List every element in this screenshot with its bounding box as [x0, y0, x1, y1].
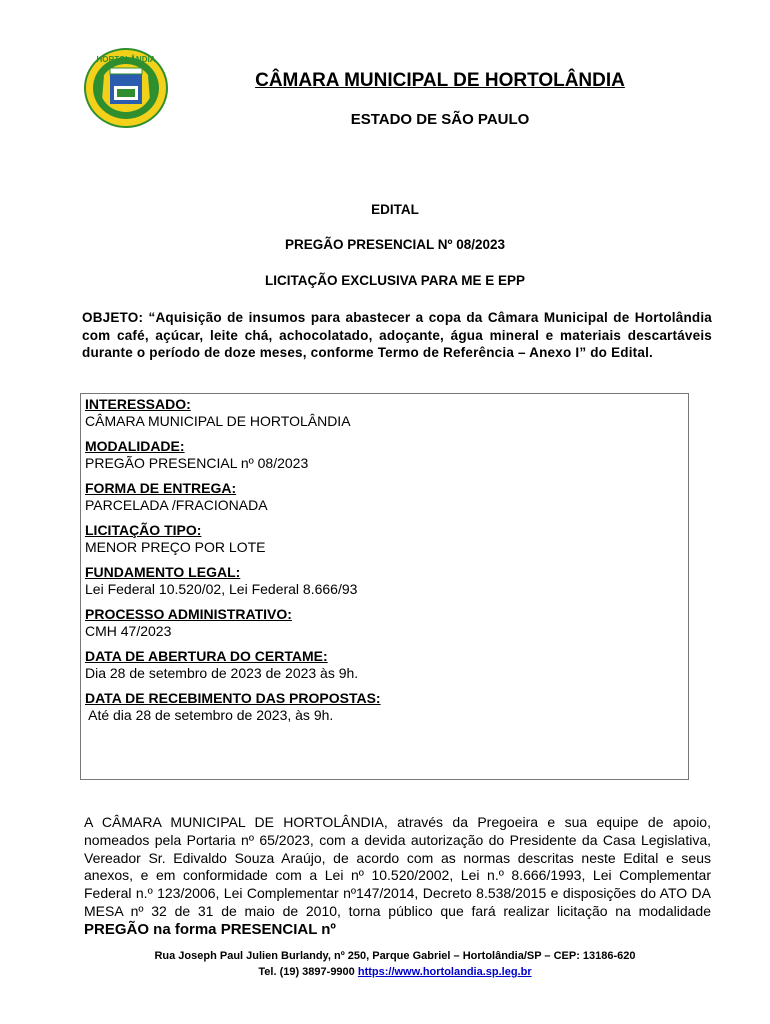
intro-text: A CÂMARA MUNICIPAL DE HORTOLÂNDIA, através da Pregoeira e sua equipe de apoio, nomeados pela Portaria nº 65/2023, com a devida autorização do Presidente da Casa Legislativa, Vereador Sr. Edivaldo Souza Araújo, de acordo com as normas descritas neste Edital e seus anexos, e em conformidade com a Lei nº 10.520/2002, Lei n.º 8.666/1993, Lei Complementar Federal n.º 123/2006, Lei Complementar nº147/2014, Decreto 8.538/2015 e disposições do ATO DA MESA nº 32 de 31 de maio de 2010, torna público que fará realizar licitação na modalidade [84, 814, 711, 919]
licitacao-heading: LICITAÇÃO EXCLUSIVA PARA ME E EPP [264, 273, 526, 288]
footer-phone: Tel. (19) 3897-9900 [258, 966, 358, 978]
page-footer [80, 948, 710, 980]
field-processo-administrativo [85, 606, 684, 640]
field-label: INTERESSADO: [85, 396, 191, 412]
field-interessado [85, 396, 684, 430]
edital-heading: EDITAL [371, 202, 419, 217]
field-value: Dia 28 de setembro de 2023 de 2023 às 9h. [85, 665, 359, 681]
field-label: LICITAÇÃO TIPO: [85, 522, 202, 538]
field-label: DATA DE ABERTURA DO CERTAME: [85, 648, 328, 664]
field-forma-entrega [85, 480, 684, 514]
page-title: CÂMARA MUNICIPAL DE HORTOLÂNDIA [255, 70, 625, 91]
field-label: DATA DE RECEBIMENTO DAS PROPOSTAS: [85, 690, 381, 706]
field-value: PREGÃO PRESENCIAL nº 08/2023 [85, 455, 309, 471]
state-subtitle: ESTADO DE SÃO PAULO [350, 111, 530, 128]
footer-contact [80, 964, 710, 980]
objeto-paragraph: OBJETO: “Aquisição de insumos para abastecer a copa da Câmara Municipal de Hortolândia com café, açúcar, leite chá, achocolatado, adoçante, água mineral e materiais descartáveis durante o período de doze meses, conforme Termo de Referência – Anexo I” do Edital. [82, 310, 712, 360]
logo-text: HORTOLÂNDIA [96, 55, 156, 64]
field-value: CÂMARA MUNICIPAL DE HORTOLÂNDIA [85, 413, 351, 429]
field-value: Lei Federal 10.520/02, Lei Federal 8.666/93 [85, 581, 358, 597]
field-label: MODALIDADE: [85, 438, 185, 454]
field-label: PROCESSO ADMINISTRATIVO: [85, 606, 292, 622]
field-value: MENOR PREÇO POR LOTE [85, 539, 266, 555]
info-box [80, 393, 689, 780]
field-data-abertura [85, 648, 684, 682]
pregao-heading: PREGÃO PRESENCIAL Nº 08/2023 [284, 237, 505, 252]
field-value: Até dia 28 de setembro de 2023, às 9h. [85, 707, 334, 723]
field-label: FUNDAMENTO LEGAL: [85, 564, 241, 580]
field-value: PARCELADA /FRACIONADA [85, 497, 268, 513]
field-label: FORMA DE ENTREGA: [85, 480, 237, 496]
footer-address: Rua Joseph Paul Julien Burlandy, nº 250, Parque Gabriel – Hortolândia/SP – CEP: 13186-620 [154, 950, 636, 962]
field-licitacao-tipo [85, 522, 684, 556]
intro-paragraph [84, 814, 711, 939]
field-value: CMH 47/2023 [85, 623, 172, 639]
intro-bold-text: PREGÃO na forma PRESENCIAL nº [84, 920, 336, 938]
field-fundamento-legal [85, 564, 684, 598]
field-modalidade [85, 438, 684, 472]
website-link[interactable]: https://www.hortolandia.sp.leg.br [357, 966, 532, 978]
coat-of-arms-logo [84, 48, 168, 128]
field-data-recebimento [85, 690, 684, 724]
